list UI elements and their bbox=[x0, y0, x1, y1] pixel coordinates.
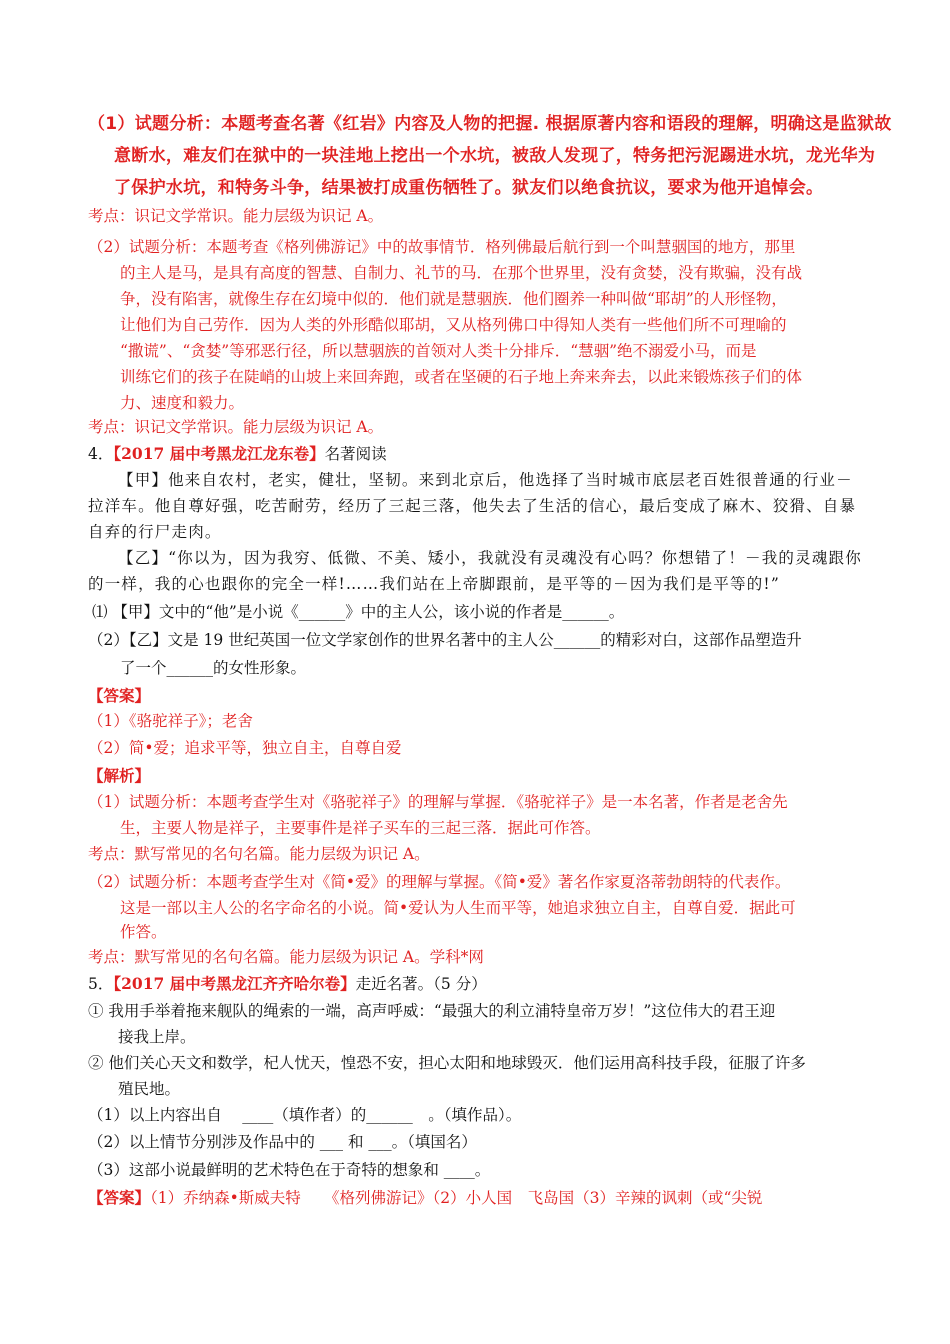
answer-label-4: 【答案】 bbox=[88, 686, 151, 705]
explanation-4-1-line1: （1）试题分析：本题考查学生对《骆驼祥子》的理解与掌握．《骆驼祥子》是一本名著，作者是老舍先 bbox=[88, 793, 788, 811]
question-4-sub1: ⑴ 【甲】文中的“他”是小说《______》中的主人公，该小说的作者是______。 bbox=[92, 603, 625, 621]
analysis-gulliver-line5: “撒谎”、“贪婪”等邪恶行径，所以慧骃族的首领对人类十分排斥．“慧骃”绝不溺爱小马，而是 bbox=[120, 342, 757, 360]
question-5-title: 走近名著。（5 分） bbox=[355, 975, 487, 993]
question-5-sub3: （3）这部小说最鲜明的艺术特色在于奇特的想象和 ____。 bbox=[88, 1161, 491, 1179]
content-1-line1: ① 我用手举着拖来舰队的绳索的一端，高声呼威：“最强大的利立浦特皇帝万岁！”这位伟大的君王迎 bbox=[88, 1002, 776, 1020]
analysis-gulliver-line4: 让他们为自己劳作．因为人类的外形酷似耶胡，又从格列佛口中得知人类有一些他们所不可理喻的 bbox=[120, 316, 787, 334]
question-4-sub2-line1: （2）【乙】文是 19 世纪英国一位文学家创作的世界名著中的主人公______的精彩对白，这部作品塑造升 bbox=[88, 631, 802, 649]
analysis-honyan-line1: （1）试题分析：本题考查名著《红岩》内容及人物的把握. 根据原著内容和语段的理解，明确这是监狱故 bbox=[88, 114, 892, 134]
question-5-source: 【2017 届中考黑龙江齐齐哈尔卷】 bbox=[113, 974, 356, 993]
content-1-line2: 接我上岸。 bbox=[118, 1028, 196, 1046]
question-5-heading bbox=[88, 973, 487, 995]
kaodian-2: 考点：识记文学常识。能力层级为识记 A。 bbox=[88, 418, 384, 436]
explanation-4-2-line2: 这是一部以主人公的名字命名的小说。简•爱认为人生而平等，她追求独立自主，自尊自爱．据此可 bbox=[120, 899, 796, 917]
kaodian-4: 考点：默写常见的名句名篇。能力层级为识记 A。学科*网 bbox=[88, 948, 484, 966]
question-4-number: 4． bbox=[88, 445, 114, 463]
question-4-sub2-line2: 了一个______的女性形象。 bbox=[120, 659, 307, 677]
explanation-4-2-line1: （2）试题分析：本题考查学生对《简•爱》的理解与掌握。《简•爱》著名作家夏洛蒂勃朗特的代表作。 bbox=[88, 873, 791, 891]
answer-4-2: （2）简•爱；追求平等，独立自主，自尊自爱 bbox=[88, 739, 402, 757]
answer-4-1: （1）《骆驼祥子》；老舍 bbox=[88, 712, 253, 730]
kaodian-3: 考点：默写常见的名句名篇。能力层级为识记 A。 bbox=[88, 845, 430, 863]
explanation-4-1-line2: 生，主要人物是祥子，主要事件是祥子买车的三起三落．据此可作答。 bbox=[120, 819, 601, 837]
answer-5-text: （1）乔纳森•斯威夫特 《格列佛游记》（2）小人国 飞岛国（3）辛辣的讽刺（或“尖锐 bbox=[150, 1189, 763, 1207]
question-5-number: 5． bbox=[88, 975, 114, 993]
question-5-sub1: （1）以上内容出自 ____（填作者）的______ 。（填作品）。 bbox=[88, 1106, 522, 1124]
question-5-sub2: （2）以上情节分别涉及作品中的 ___ 和 ___。（填国名） bbox=[88, 1133, 477, 1151]
analysis-gulliver-line3: 争，没有陷害，就像生存在幻境中似的．他们就是慧骃族．他们圈养一种叫做“耶胡”的人形怪物， bbox=[120, 290, 787, 308]
answer-5 bbox=[88, 1187, 762, 1209]
explanation-4-2-line3: 作答。 bbox=[120, 923, 167, 941]
question-4-heading bbox=[88, 443, 387, 465]
passage-yi-line1: 【乙】“你以为，因为我穷、低微、不美、矮小，我就没有灵魂没有心吗？你想错了！－我的灵魂跟你 bbox=[118, 549, 862, 567]
passage-yi-line2: 的一样，我的心也跟你的完全一样!……我们站在上帝脚跟前，是平等的－因为我们是平等的!” bbox=[88, 575, 780, 593]
analysis-label-4: 【解析】 bbox=[88, 766, 151, 785]
content-2-line1: ② 他们关心天文和数学，杞人忧天，惶恐不安，担心太阳和地球毁灭．他们运用高科技手段，征服了许多 bbox=[88, 1054, 806, 1072]
passage-jia-line2: 拉洋车。他自尊好强，吃苦耐劳，经历了三起三落，他失去了生活的信心，最后变成了麻木、狡猾、自暴 bbox=[88, 497, 857, 515]
analysis-gulliver-line1: （2）试题分析：本题考查《格列佛游记》中的故事情节．格列佛最后航行到一个叫慧骃国的地方，那里 bbox=[88, 238, 796, 256]
content-2-line2: 殖民地。 bbox=[118, 1080, 181, 1098]
passage-jia-line1: 【甲】他来自农村，老实，健壮，坚韧。来到北京后，他选择了当时城市底层老百姓很普通的行业－ bbox=[118, 471, 853, 489]
kaodian-1: 考点：识记文学常识。能力层级为识记 A。 bbox=[88, 207, 384, 225]
analysis-honyan-line3: 了保护水坑，和特务斗争，结果被打成重伤牺牲了。狱友们以绝食抗议，要求为他开追悼会。 bbox=[114, 178, 824, 198]
analysis-gulliver-line2: 的主人是马，是具有高度的智慧、自制力、礼节的马．在那个世界里，没有贪婪，没有欺骗，没有战 bbox=[120, 264, 803, 282]
answer-label-5: 【答案】 bbox=[88, 1188, 151, 1207]
question-4-title: 名著阅读 bbox=[324, 445, 387, 463]
question-4-source: 【2017 届中考黑龙江龙东卷】 bbox=[113, 444, 325, 463]
analysis-gulliver-line7: 力、速度和毅力。 bbox=[120, 394, 245, 412]
analysis-gulliver-line6: 训练它们的孩子在陡峭的山坡上来回奔跑，或者在坚硬的石子地上奔来奔去，以此来锻炼孩子们的体 bbox=[120, 368, 803, 386]
analysis-honyan-line2: 意断水，难友们在狱中的一块洼地上挖出一个水坑，被敌人发现了，特务把污泥踢进水坑，龙光华为 bbox=[114, 146, 876, 166]
passage-jia-line3: 自弃的行尸走肉。 bbox=[88, 523, 222, 541]
